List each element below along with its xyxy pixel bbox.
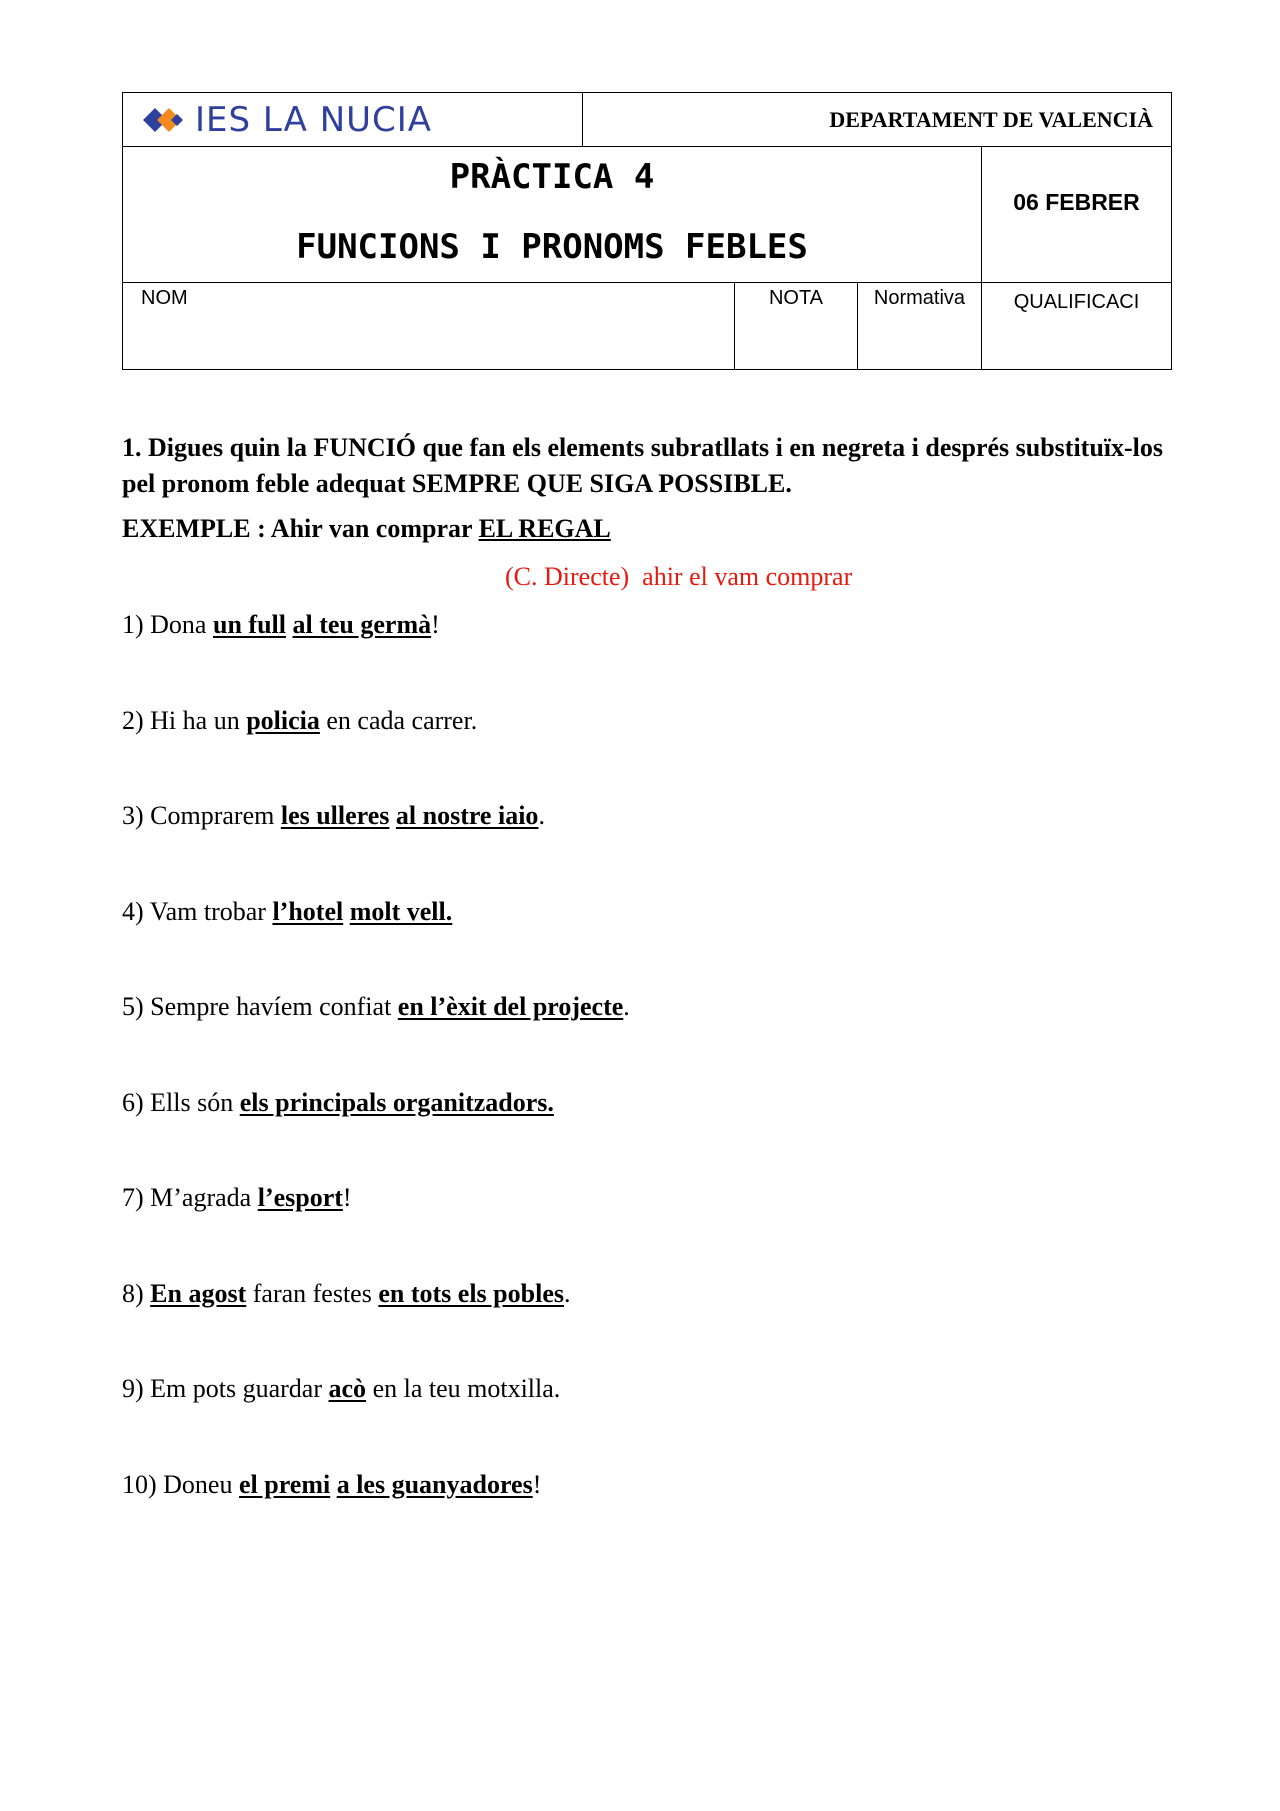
item-text: en cada carrer. — [319, 705, 478, 735]
highlighted-element: l’esport — [257, 1183, 343, 1212]
nom-field: NOM — [123, 283, 735, 369]
normativa-field: Normativa — [858, 283, 982, 369]
highlighted-element: policia — [246, 705, 320, 735]
worksheet-header — [122, 92, 1172, 370]
item-text: 1) Dona — [122, 610, 213, 639]
exercise-item — [122, 1372, 1122, 1468]
highlighted-element: en tots els pobles — [378, 1278, 564, 1308]
logo-cell — [123, 93, 583, 146]
highlighted-element: En agost — [150, 1278, 247, 1308]
exercise-items-list — [122, 608, 1122, 1563]
title-cell — [123, 147, 982, 282]
item-text: faran festes — [246, 1278, 379, 1308]
exercise-item — [122, 608, 1122, 704]
exercise-item — [122, 1468, 1122, 1564]
item-text: 4) Vam trobar — [122, 896, 273, 926]
school-logo-icon — [141, 100, 189, 140]
highlighted-element: a les guanyadores — [336, 1469, 533, 1499]
example-target: EL REGAL — [478, 514, 611, 543]
item-text: en la teu motxilla. — [366, 1374, 561, 1403]
header-row-title — [123, 147, 1171, 283]
item-text: . — [563, 1278, 571, 1308]
item-text: 7) M’agrada — [122, 1183, 258, 1212]
highlighted-element: les ulleres — [280, 801, 390, 830]
example-prefix: EXEMPLE : Ahir van comprar — [122, 514, 479, 543]
item-text: ! — [532, 1469, 542, 1499]
item-text: . — [623, 992, 630, 1021]
practice-date: 06 FEBRER — [1013, 189, 1140, 215]
highlighted-element: els principals organitzadors. — [239, 1087, 554, 1117]
item-text: 8) — [122, 1278, 151, 1308]
exercise-item — [122, 799, 1122, 895]
exercise-item — [122, 1277, 1122, 1373]
item-text: ! — [431, 610, 440, 639]
item-text: 5) Sempre havíem confiat — [122, 992, 398, 1021]
practice-title: PRÀCTICA 4 — [449, 156, 655, 197]
highlighted-element: acò — [328, 1374, 367, 1403]
header-row-top — [123, 93, 1171, 147]
example-answer: (C. Directe) ahir el vam comprar — [505, 562, 853, 591]
item-text: 9) Em pots guardar — [122, 1374, 329, 1403]
example-line — [122, 514, 611, 544]
highlighted-element: el premi — [238, 1469, 331, 1499]
practice-subtitle: FUNCIONS I PRONOMS FEBLES — [296, 226, 808, 267]
exercise-item — [122, 990, 1122, 1086]
highlighted-element: un full — [212, 610, 286, 639]
item-text: ! — [342, 1183, 352, 1212]
exercise-item — [122, 895, 1122, 991]
exercise-item — [122, 704, 1122, 800]
item-text: . — [538, 801, 545, 830]
department-name: DEPARTAMENT DE VALENCIÀ — [829, 106, 1153, 132]
highlighted-element: en l’èxit del projecte — [397, 992, 624, 1021]
highlighted-element: al teu germà — [292, 610, 432, 639]
highlighted-element: al nostre iaio — [395, 801, 539, 830]
highlighted-element: molt vell. — [349, 896, 453, 926]
highlighted-element: l’hotel — [272, 896, 344, 926]
item-text: 6) Ells són — [122, 1087, 240, 1117]
item-text: 2) Hi ha un — [122, 705, 247, 735]
header-row-fields — [123, 283, 1171, 369]
school-name: IES LA NUCIA — [195, 99, 433, 140]
exercise-instruction: 1. Digues quin la FUNCIÓ que fan els elements subratllats i en negreta i després substituïx-los pel pronom feble adequat SEMPRE QUE SIGA POSSIBLE. — [122, 433, 1164, 498]
item-text: 3) Comprarem — [122, 801, 281, 830]
exercise-item — [122, 1086, 1122, 1182]
nota-field: NOTA — [735, 283, 858, 369]
exercise-item — [122, 1181, 1122, 1277]
item-text: 10) Doneu — [122, 1469, 239, 1499]
qualificacio-field: QUALIFICACI — [1013, 291, 1140, 313]
